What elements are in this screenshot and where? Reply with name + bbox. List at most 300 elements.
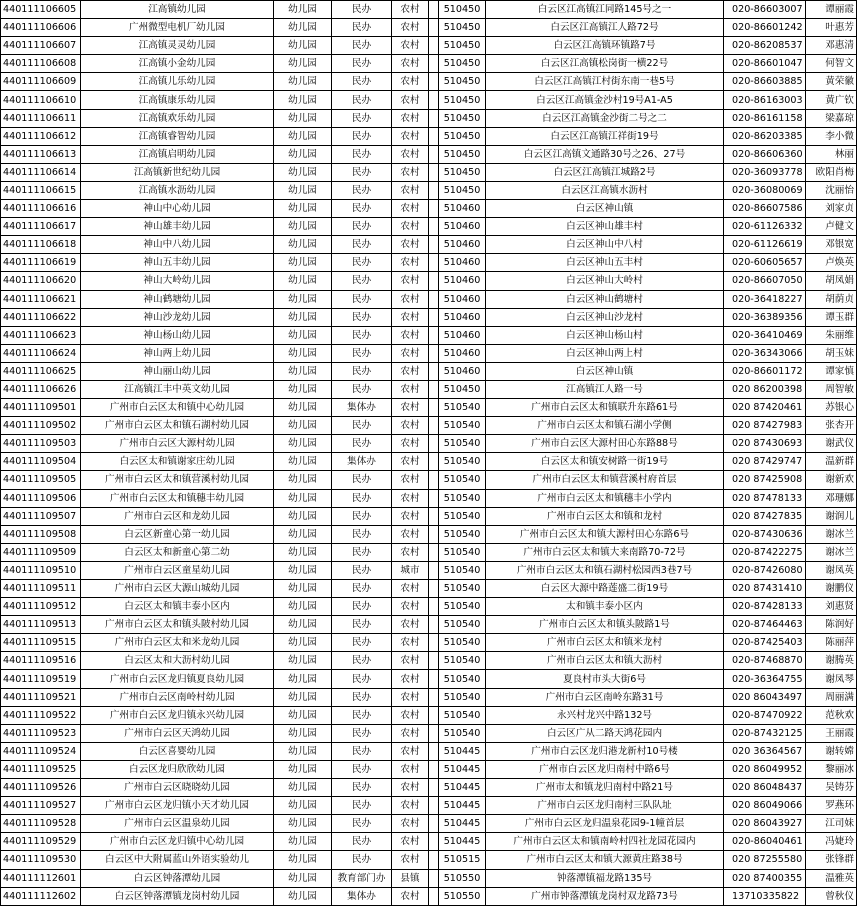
name-cell[interactable]: 神山鹤塘幼儿园 xyxy=(81,290,274,308)
phone-cell[interactable]: 020-60605657 xyxy=(724,254,806,272)
ownership-cell[interactable]: 民办 xyxy=(332,507,392,525)
ownership-cell[interactable]: 民办 xyxy=(332,471,392,489)
zipcode-cell[interactable]: 510540 xyxy=(439,489,486,507)
address-cell[interactable]: 广州市白云区太和镇和龙村 xyxy=(486,507,724,525)
type-cell[interactable]: 幼儿园 xyxy=(274,833,332,851)
area-cell[interactable]: 农村 xyxy=(392,887,429,905)
contact-person-cell[interactable]: 李小微 xyxy=(806,127,857,145)
type-cell[interactable]: 幼儿园 xyxy=(274,1,332,19)
phone-cell[interactable]: 020-87428133 xyxy=(724,598,806,616)
address-cell[interactable]: 白云区江高镇江同路145号之一 xyxy=(486,1,724,19)
name-cell[interactable]: 白云区太和新童心第二幼 xyxy=(81,543,274,561)
ownership-cell[interactable]: 民办 xyxy=(332,19,392,37)
contact-person-cell[interactable]: 谢武仪 xyxy=(806,435,857,453)
type-cell[interactable]: 幼儿园 xyxy=(274,634,332,652)
code-cell[interactable]: 440111106612 xyxy=(1,127,81,145)
gap-cell[interactable] xyxy=(429,55,439,73)
ownership-cell[interactable]: 民办 xyxy=(332,127,392,145)
type-cell[interactable]: 幼儿园 xyxy=(274,471,332,489)
area-cell[interactable]: 城市 xyxy=(392,561,429,579)
code-cell[interactable]: 440111109528 xyxy=(1,815,81,833)
address-cell[interactable]: 广州市白云区龙归港龙新村10号楼 xyxy=(486,742,724,760)
contact-person-cell[interactable]: 张杏开 xyxy=(806,417,857,435)
phone-cell[interactable]: 020 86043927 xyxy=(724,815,806,833)
contact-person-cell[interactable]: 王丽霞 xyxy=(806,724,857,742)
code-cell[interactable]: 440111106605 xyxy=(1,1,81,19)
ownership-cell[interactable]: 民办 xyxy=(332,598,392,616)
address-cell[interactable]: 广州市白云区龙归南村三队队址 xyxy=(486,797,724,815)
code-cell[interactable]: 440111109512 xyxy=(1,598,81,616)
zipcode-cell[interactable]: 510450 xyxy=(439,19,486,37)
contact-person-cell[interactable]: 胡凤娟 xyxy=(806,272,857,290)
ownership-cell[interactable]: 民办 xyxy=(332,55,392,73)
name-cell[interactable]: 广州市白云区和龙幼儿园 xyxy=(81,507,274,525)
name-cell[interactable]: 江高镇水沥幼儿园 xyxy=(81,181,274,199)
ownership-cell[interactable]: 民办 xyxy=(332,797,392,815)
address-cell[interactable]: 白云区神山鹤塘村 xyxy=(486,290,724,308)
type-cell[interactable]: 幼儿园 xyxy=(274,489,332,507)
code-cell[interactable]: 440111109513 xyxy=(1,616,81,634)
ownership-cell[interactable]: 集体办 xyxy=(332,453,392,471)
phone-cell[interactable]: 020-36418227 xyxy=(724,290,806,308)
code-cell[interactable]: 440111106625 xyxy=(1,362,81,380)
contact-person-cell[interactable]: 谢冰兰 xyxy=(806,543,857,561)
contact-person-cell[interactable]: 谢转嫦 xyxy=(806,742,857,760)
gap-cell[interactable] xyxy=(429,362,439,380)
phone-cell[interactable]: 020-87432125 xyxy=(724,724,806,742)
phone-cell[interactable]: 020 87427835 xyxy=(724,507,806,525)
gap-cell[interactable] xyxy=(429,272,439,290)
address-cell[interactable]: 白云区江高镇金沙街二号之二 xyxy=(486,109,724,127)
address-cell[interactable]: 白云区神山镇 xyxy=(486,362,724,380)
ownership-cell[interactable]: 民办 xyxy=(332,91,392,109)
address-cell[interactable]: 广州市白云区太和镇石湖小学侧 xyxy=(486,417,724,435)
type-cell[interactable]: 幼儿园 xyxy=(274,91,332,109)
area-cell[interactable]: 农村 xyxy=(392,543,429,561)
address-cell[interactable]: 广州市白云区太和镇南岭村四社龙园花园内 xyxy=(486,833,724,851)
type-cell[interactable]: 幼儿园 xyxy=(274,308,332,326)
zipcode-cell[interactable]: 510540 xyxy=(439,561,486,579)
name-cell[interactable]: 广州市白云区龙归镇小天才幼儿园 xyxy=(81,797,274,815)
contact-person-cell[interactable]: 刘家贞 xyxy=(806,200,857,218)
name-cell[interactable]: 白云区太和镇谢家庄幼儿园 xyxy=(81,453,274,471)
contact-person-cell[interactable]: 黎丽冰 xyxy=(806,760,857,778)
name-cell[interactable]: 白云区钟落潭幼儿园 xyxy=(81,869,274,887)
code-cell[interactable]: 440111112602 xyxy=(1,887,81,905)
type-cell[interactable]: 幼儿园 xyxy=(274,435,332,453)
contact-person-cell[interactable]: 谭家慎 xyxy=(806,362,857,380)
zipcode-cell[interactable]: 510450 xyxy=(439,127,486,145)
name-cell[interactable]: 广州市白云区龙归镇夏良幼儿园 xyxy=(81,670,274,688)
zipcode-cell[interactable]: 510445 xyxy=(439,815,486,833)
phone-cell[interactable]: 020 86043497 xyxy=(724,688,806,706)
code-cell[interactable]: 440111109501 xyxy=(1,399,81,417)
contact-person-cell[interactable]: 张锋群 xyxy=(806,851,857,869)
ownership-cell[interactable]: 民办 xyxy=(332,163,392,181)
contact-person-cell[interactable]: 谭丽霞 xyxy=(806,1,857,19)
gap-cell[interactable] xyxy=(429,417,439,435)
phone-cell[interactable]: 020 86200398 xyxy=(724,380,806,398)
ownership-cell[interactable]: 民办 xyxy=(332,435,392,453)
gap-cell[interactable] xyxy=(429,471,439,489)
name-cell[interactable]: 广州市白云区太和镇穗丰幼儿园 xyxy=(81,489,274,507)
area-cell[interactable]: 农村 xyxy=(392,290,429,308)
zipcode-cell[interactable]: 510540 xyxy=(439,598,486,616)
ownership-cell[interactable]: 民办 xyxy=(332,344,392,362)
type-cell[interactable]: 幼儿园 xyxy=(274,851,332,869)
address-cell[interactable]: 广州市白云区龙归温泉花园9-1幢首层 xyxy=(486,815,724,833)
area-cell[interactable]: 农村 xyxy=(392,760,429,778)
ownership-cell[interactable]: 民办 xyxy=(332,779,392,797)
name-cell[interactable]: 白云区太和镇丰泰小区内 xyxy=(81,598,274,616)
phone-cell[interactable]: 020-86603885 xyxy=(724,73,806,91)
ownership-cell[interactable]: 民办 xyxy=(332,218,392,236)
ownership-cell[interactable]: 民办 xyxy=(332,254,392,272)
type-cell[interactable]: 幼儿园 xyxy=(274,326,332,344)
name-cell[interactable]: 广州市白云区大源山城幼儿园 xyxy=(81,580,274,598)
contact-person-cell[interactable]: 卢焕英 xyxy=(806,254,857,272)
name-cell[interactable]: 神山沙龙幼儿园 xyxy=(81,308,274,326)
ownership-cell[interactable]: 民办 xyxy=(332,561,392,579)
address-cell[interactable]: 广州市白云区太和镇大来南路70-72号 xyxy=(486,543,724,561)
area-cell[interactable]: 农村 xyxy=(392,73,429,91)
gap-cell[interactable] xyxy=(429,688,439,706)
type-cell[interactable]: 幼儿园 xyxy=(274,272,332,290)
name-cell[interactable]: 白云区新童心第一幼儿园 xyxy=(81,525,274,543)
phone-cell[interactable]: 020 87430693 xyxy=(724,435,806,453)
gap-cell[interactable] xyxy=(429,616,439,634)
ownership-cell[interactable]: 民办 xyxy=(332,380,392,398)
zipcode-cell[interactable]: 510450 xyxy=(439,91,486,109)
gap-cell[interactable] xyxy=(429,869,439,887)
area-cell[interactable]: 农村 xyxy=(392,833,429,851)
zipcode-cell[interactable]: 510540 xyxy=(439,580,486,598)
type-cell[interactable]: 幼儿园 xyxy=(274,200,332,218)
area-cell[interactable]: 农村 xyxy=(392,181,429,199)
phone-cell[interactable]: 020-36389356 xyxy=(724,308,806,326)
phone-cell[interactable]: 020-87425403 xyxy=(724,634,806,652)
type-cell[interactable]: 幼儿园 xyxy=(274,109,332,127)
phone-cell[interactable]: 020 87429747 xyxy=(724,453,806,471)
address-cell[interactable]: 白云区江高镇水沥村 xyxy=(486,181,724,199)
contact-person-cell[interactable]: 欧阳肖梅 xyxy=(806,163,857,181)
phone-cell[interactable]: 020-61126332 xyxy=(724,218,806,236)
zipcode-cell[interactable]: 510445 xyxy=(439,760,486,778)
phone-cell[interactable]: 020-87468870 xyxy=(724,652,806,670)
name-cell[interactable]: 白云区太和大沥村幼儿园 xyxy=(81,652,274,670)
phone-cell[interactable]: 020-36343066 xyxy=(724,344,806,362)
code-cell[interactable]: 440111109527 xyxy=(1,797,81,815)
contact-person-cell[interactable]: 江司妹 xyxy=(806,815,857,833)
zipcode-cell[interactable]: 510445 xyxy=(439,742,486,760)
phone-cell[interactable]: 020-87422275 xyxy=(724,543,806,561)
zipcode-cell[interactable]: 510450 xyxy=(439,37,486,55)
zipcode-cell[interactable]: 510460 xyxy=(439,200,486,218)
type-cell[interactable]: 幼儿园 xyxy=(274,37,332,55)
code-cell[interactable]: 440111106606 xyxy=(1,19,81,37)
phone-cell[interactable]: 020-87430636 xyxy=(724,525,806,543)
area-cell[interactable]: 农村 xyxy=(392,742,429,760)
phone-cell[interactable]: 020-86607586 xyxy=(724,200,806,218)
ownership-cell[interactable]: 民办 xyxy=(332,652,392,670)
phone-cell[interactable]: 020 86048437 xyxy=(724,779,806,797)
name-cell[interactable]: 广州市白云区晓晓幼儿园 xyxy=(81,779,274,797)
phone-cell[interactable]: 020-61126619 xyxy=(724,236,806,254)
zipcode-cell[interactable]: 510540 xyxy=(439,417,486,435)
type-cell[interactable]: 幼儿园 xyxy=(274,453,332,471)
type-cell[interactable]: 幼儿园 xyxy=(274,145,332,163)
area-cell[interactable]: 农村 xyxy=(392,218,429,236)
zipcode-cell[interactable]: 510540 xyxy=(439,525,486,543)
area-cell[interactable]: 农村 xyxy=(392,55,429,73)
zipcode-cell[interactable]: 510450 xyxy=(439,109,486,127)
address-cell[interactable]: 白云区神山杨山村 xyxy=(486,326,724,344)
name-cell[interactable]: 神山五丰幼儿园 xyxy=(81,254,274,272)
code-cell[interactable]: 440111109506 xyxy=(1,489,81,507)
area-cell[interactable]: 农村 xyxy=(392,19,429,37)
gap-cell[interactable] xyxy=(429,724,439,742)
ownership-cell[interactable]: 集体办 xyxy=(332,887,392,905)
address-cell[interactable]: 广州市白云区南岭东路31号 xyxy=(486,688,724,706)
type-cell[interactable]: 幼儿园 xyxy=(274,254,332,272)
area-cell[interactable]: 农村 xyxy=(392,399,429,417)
area-cell[interactable]: 农村 xyxy=(392,91,429,109)
contact-person-cell[interactable]: 黄广钦 xyxy=(806,91,857,109)
gap-cell[interactable] xyxy=(429,326,439,344)
gap-cell[interactable] xyxy=(429,109,439,127)
phone-cell[interactable]: 020-86607050 xyxy=(724,272,806,290)
address-cell[interactable]: 广州市白云区太和镇米龙村 xyxy=(486,634,724,652)
gap-cell[interactable] xyxy=(429,634,439,652)
code-cell[interactable]: 440111106618 xyxy=(1,236,81,254)
ownership-cell[interactable]: 民办 xyxy=(332,525,392,543)
phone-cell[interactable]: 13710335822 xyxy=(724,887,806,905)
type-cell[interactable]: 幼儿园 xyxy=(274,797,332,815)
area-cell[interactable]: 农村 xyxy=(392,580,429,598)
zipcode-cell[interactable]: 510540 xyxy=(439,706,486,724)
gap-cell[interactable] xyxy=(429,670,439,688)
gap-cell[interactable] xyxy=(429,181,439,199)
gap-cell[interactable] xyxy=(429,290,439,308)
area-cell[interactable]: 农村 xyxy=(392,145,429,163)
gap-cell[interactable] xyxy=(429,1,439,19)
address-cell[interactable]: 广州市白云区太和镇大沥村 xyxy=(486,652,724,670)
code-cell[interactable]: 440111106620 xyxy=(1,272,81,290)
zipcode-cell[interactable]: 510450 xyxy=(439,163,486,181)
name-cell[interactable]: 广州市白云区南岭村幼儿园 xyxy=(81,688,274,706)
name-cell[interactable]: 江高镇幼儿园 xyxy=(81,1,274,19)
gap-cell[interactable] xyxy=(429,543,439,561)
address-cell[interactable]: 白云区神山中八村 xyxy=(486,236,724,254)
zipcode-cell[interactable]: 510540 xyxy=(439,453,486,471)
name-cell[interactable]: 白云区中大附属蓝山外语实验幼儿 xyxy=(81,851,274,869)
type-cell[interactable]: 幼儿园 xyxy=(274,290,332,308)
code-cell[interactable]: 440111106613 xyxy=(1,145,81,163)
type-cell[interactable]: 幼儿园 xyxy=(274,869,332,887)
zipcode-cell[interactable]: 510540 xyxy=(439,616,486,634)
zipcode-cell[interactable]: 510515 xyxy=(439,851,486,869)
area-cell[interactable]: 农村 xyxy=(392,163,429,181)
name-cell[interactable]: 白云区钟落潭镇龙岗村幼儿园 xyxy=(81,887,274,905)
address-cell[interactable]: 白云区江高镇江城路2号 xyxy=(486,163,724,181)
contact-person-cell[interactable]: 邓银宽 xyxy=(806,236,857,254)
gap-cell[interactable] xyxy=(429,163,439,181)
address-cell[interactable]: 太和镇丰泰小区内 xyxy=(486,598,724,616)
type-cell[interactable]: 幼儿园 xyxy=(274,417,332,435)
ownership-cell[interactable]: 民办 xyxy=(332,833,392,851)
zipcode-cell[interactable]: 510460 xyxy=(439,272,486,290)
area-cell[interactable]: 农村 xyxy=(392,308,429,326)
code-cell[interactable]: 440111106623 xyxy=(1,326,81,344)
address-cell[interactable]: 白云区大源中路莲盛二街19号 xyxy=(486,580,724,598)
gap-cell[interactable] xyxy=(429,598,439,616)
contact-person-cell[interactable]: 吴铸芬 xyxy=(806,779,857,797)
address-cell[interactable]: 白云区太和镇安树路一街19号 xyxy=(486,453,724,471)
phone-cell[interactable]: 020-36410469 xyxy=(724,326,806,344)
address-cell[interactable]: 广州市白云区大源村田心东路88号 xyxy=(486,435,724,453)
ownership-cell[interactable]: 教育部门办 xyxy=(332,869,392,887)
name-cell[interactable]: 广州市白云区太和镇营溪村幼儿园 xyxy=(81,471,274,489)
name-cell[interactable]: 广州市白云区太和米龙幼儿园 xyxy=(81,634,274,652)
code-cell[interactable]: 440111109522 xyxy=(1,706,81,724)
type-cell[interactable]: 幼儿园 xyxy=(274,688,332,706)
code-cell[interactable]: 440111109519 xyxy=(1,670,81,688)
code-cell[interactable]: 440111109503 xyxy=(1,435,81,453)
code-cell[interactable]: 440111106617 xyxy=(1,218,81,236)
address-cell[interactable]: 白云区江高镇江祥街19号 xyxy=(486,127,724,145)
ownership-cell[interactable]: 民办 xyxy=(332,200,392,218)
gap-cell[interactable] xyxy=(429,308,439,326)
gap-cell[interactable] xyxy=(429,37,439,55)
contact-person-cell[interactable]: 林丽 xyxy=(806,145,857,163)
type-cell[interactable]: 幼儿园 xyxy=(274,380,332,398)
address-cell[interactable]: 永兴村龙兴中路132号 xyxy=(486,706,724,724)
code-cell[interactable]: 440111106610 xyxy=(1,91,81,109)
gap-cell[interactable] xyxy=(429,833,439,851)
name-cell[interactable]: 广州市白云区天鸿幼儿园 xyxy=(81,724,274,742)
contact-person-cell[interactable]: 陈润好 xyxy=(806,616,857,634)
address-cell[interactable]: 白云区神山大岭村 xyxy=(486,272,724,290)
zipcode-cell[interactable]: 510445 xyxy=(439,779,486,797)
zipcode-cell[interactable]: 510540 xyxy=(439,435,486,453)
ownership-cell[interactable]: 民办 xyxy=(332,109,392,127)
contact-person-cell[interactable]: 冯婕玲 xyxy=(806,833,857,851)
name-cell[interactable]: 广州市白云区童星幼儿园 xyxy=(81,561,274,579)
code-cell[interactable]: 440111109511 xyxy=(1,580,81,598)
zipcode-cell[interactable]: 510550 xyxy=(439,869,486,887)
area-cell[interactable]: 农村 xyxy=(392,362,429,380)
code-cell[interactable]: 440111109508 xyxy=(1,525,81,543)
ownership-cell[interactable]: 民办 xyxy=(332,815,392,833)
phone-cell[interactable]: 020 87255580 xyxy=(724,851,806,869)
zipcode-cell[interactable]: 510540 xyxy=(439,507,486,525)
contact-person-cell[interactable]: 谢鹏仪 xyxy=(806,580,857,598)
area-cell[interactable]: 农村 xyxy=(392,706,429,724)
gap-cell[interactable] xyxy=(429,218,439,236)
zipcode-cell[interactable]: 510450 xyxy=(439,181,486,199)
phone-cell[interactable]: 020-87464463 xyxy=(724,616,806,634)
name-cell[interactable]: 江高镇欢乐幼儿园 xyxy=(81,109,274,127)
name-cell[interactable]: 神山丽山幼儿园 xyxy=(81,362,274,380)
type-cell[interactable]: 幼儿园 xyxy=(274,561,332,579)
ownership-cell[interactable]: 民办 xyxy=(332,580,392,598)
address-cell[interactable]: 白云区江高镇江人路72号 xyxy=(486,19,724,37)
code-cell[interactable]: 440111109516 xyxy=(1,652,81,670)
code-cell[interactable]: 440111109510 xyxy=(1,561,81,579)
area-cell[interactable]: 农村 xyxy=(392,435,429,453)
name-cell[interactable]: 神山大岭幼儿园 xyxy=(81,272,274,290)
phone-cell[interactable]: 020-86208537 xyxy=(724,37,806,55)
contact-person-cell[interactable]: 周丽满 xyxy=(806,688,857,706)
contact-person-cell[interactable]: 范秋欢 xyxy=(806,706,857,724)
ownership-cell[interactable]: 民办 xyxy=(332,760,392,778)
code-cell[interactable]: 440111106622 xyxy=(1,308,81,326)
code-cell[interactable]: 440111106616 xyxy=(1,200,81,218)
contact-person-cell[interactable]: 谢润儿 xyxy=(806,507,857,525)
ownership-cell[interactable]: 民办 xyxy=(332,742,392,760)
type-cell[interactable]: 幼儿园 xyxy=(274,362,332,380)
gap-cell[interactable] xyxy=(429,19,439,37)
zipcode-cell[interactable]: 510450 xyxy=(439,1,486,19)
code-cell[interactable]: 440111106624 xyxy=(1,344,81,362)
phone-cell[interactable]: 020-36364755 xyxy=(724,670,806,688)
area-cell[interactable]: 农村 xyxy=(392,200,429,218)
code-cell[interactable]: 440111109529 xyxy=(1,833,81,851)
name-cell[interactable]: 广州市白云区大源村幼儿园 xyxy=(81,435,274,453)
name-cell[interactable]: 广州微型电机厂幼儿园 xyxy=(81,19,274,37)
type-cell[interactable]: 幼儿园 xyxy=(274,598,332,616)
area-cell[interactable]: 农村 xyxy=(392,724,429,742)
zipcode-cell[interactable]: 510450 xyxy=(439,380,486,398)
type-cell[interactable]: 幼儿园 xyxy=(274,525,332,543)
type-cell[interactable]: 幼儿园 xyxy=(274,19,332,37)
type-cell[interactable]: 幼儿园 xyxy=(274,779,332,797)
gap-cell[interactable] xyxy=(429,760,439,778)
gap-cell[interactable] xyxy=(429,851,439,869)
zipcode-cell[interactable]: 510460 xyxy=(439,362,486,380)
contact-person-cell[interactable]: 谢腾英 xyxy=(806,652,857,670)
gap-cell[interactable] xyxy=(429,73,439,91)
code-cell[interactable]: 440111109515 xyxy=(1,634,81,652)
area-cell[interactable]: 农村 xyxy=(392,634,429,652)
zipcode-cell[interactable]: 510540 xyxy=(439,724,486,742)
phone-cell[interactable]: 020-87426080 xyxy=(724,561,806,579)
ownership-cell[interactable]: 民办 xyxy=(332,706,392,724)
code-cell[interactable]: 440111109525 xyxy=(1,760,81,778)
code-cell[interactable]: 440111106619 xyxy=(1,254,81,272)
type-cell[interactable]: 幼儿园 xyxy=(274,616,332,634)
zipcode-cell[interactable]: 510460 xyxy=(439,344,486,362)
code-cell[interactable]: 440111109521 xyxy=(1,688,81,706)
gap-cell[interactable] xyxy=(429,489,439,507)
area-cell[interactable]: 农村 xyxy=(392,652,429,670)
address-cell[interactable]: 广州市太和镇龙归南村中路21号 xyxy=(486,779,724,797)
gap-cell[interactable] xyxy=(429,236,439,254)
gap-cell[interactable] xyxy=(429,453,439,471)
gap-cell[interactable] xyxy=(429,525,439,543)
address-cell[interactable]: 白云区神山沙龙村 xyxy=(486,308,724,326)
name-cell[interactable]: 江高镇康乐幼儿园 xyxy=(81,91,274,109)
zipcode-cell[interactable]: 510540 xyxy=(439,399,486,417)
code-cell[interactable]: 440111109507 xyxy=(1,507,81,525)
address-cell[interactable]: 夏良村市头大街6号 xyxy=(486,670,724,688)
address-cell[interactable]: 白云区江高镇环镇路7号 xyxy=(486,37,724,55)
area-cell[interactable]: 农村 xyxy=(392,507,429,525)
ownership-cell[interactable]: 民办 xyxy=(332,362,392,380)
address-cell[interactable]: 白云区江高镇松岗街一横22号 xyxy=(486,55,724,73)
type-cell[interactable]: 幼儿园 xyxy=(274,344,332,362)
area-cell[interactable]: 农村 xyxy=(392,344,429,362)
